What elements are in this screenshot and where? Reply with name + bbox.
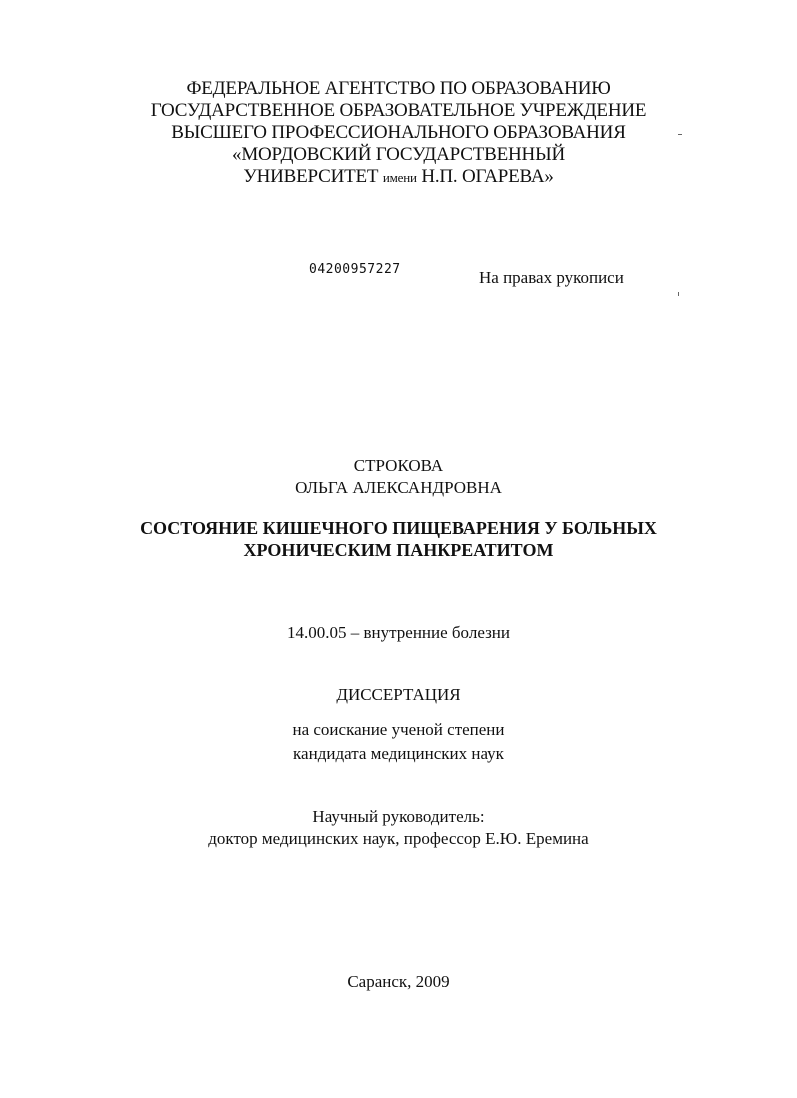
title-line-1: СОСТОЯНИЕ КИШЕЧНОГО ПИЩЕВАРЕНИЯ У БОЛЬНЫХ xyxy=(140,518,657,538)
place-year-text: Саранск, 2009 xyxy=(347,972,450,991)
specialty-text: 14.00.05 – внутренние болезни xyxy=(287,623,510,642)
author-name: ОЛЬГА АЛЕКСАНДРОВНА xyxy=(295,478,502,497)
dissertation-title xyxy=(0,517,797,561)
degree-line-1: на соискание ученой степени xyxy=(292,720,505,739)
institution-line-1: ФЕДЕРАЛЬНОЕ АГЕНТСТВО ПО ОБРАЗОВАНИЮ xyxy=(186,78,611,99)
supervisor-label: Научный руководитель: xyxy=(312,807,485,826)
scan-mark xyxy=(678,134,682,135)
institution-line-5-part-b: имени xyxy=(382,170,417,185)
supervisor-block xyxy=(0,806,797,850)
institution-line-5-part-a: УНИВЕРСИТЕТ xyxy=(243,166,383,187)
work-type xyxy=(0,684,797,706)
institution-line-3: ВЫСШЕГО ПРОФЕССИОНАЛЬНОГО ОБРАЗОВАНИЯ xyxy=(171,122,626,143)
institution-line-5-part-c: Н.П. ОГАРЕВА» xyxy=(416,166,554,187)
library-code: 04200957227 xyxy=(309,262,401,277)
institution-line-2: ГОСУДАРСТВЕННОЕ ОБРАЗОВАТЕЛЬНОЕ УЧРЕЖДЕНИЕ xyxy=(150,100,647,121)
degree-block xyxy=(0,718,797,766)
degree-line-2: кандидата медицинских наук xyxy=(293,744,504,763)
institution-line-5 xyxy=(0,166,797,189)
work-type-text: ДИССЕРТАЦИЯ xyxy=(336,685,461,704)
institution-line-4: «МОРДОВСКИЙ ГОСУДАРСТВЕННЫЙ xyxy=(232,144,565,165)
specialty xyxy=(0,622,797,644)
supervisor-name: доктор медицинских наук, профессор Е.Ю. Еремина xyxy=(208,829,589,848)
author-surname: СТРОКОВА xyxy=(353,456,444,475)
place-year xyxy=(0,971,797,993)
title-line-2: ХРОНИЧЕСКИМ ПАНКРЕАТИТОМ xyxy=(243,540,554,560)
scan-mark xyxy=(678,292,679,296)
manuscript-rights: На правах рукописи xyxy=(479,268,624,287)
author-block xyxy=(0,455,797,499)
